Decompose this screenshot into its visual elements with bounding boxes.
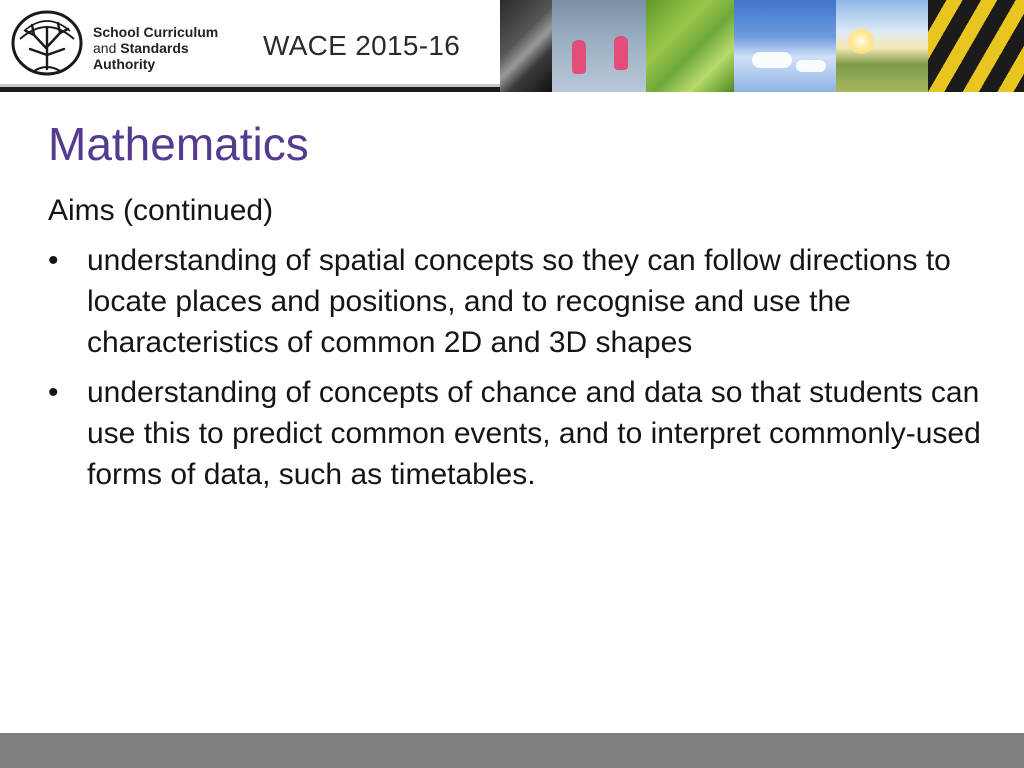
org-name-line-1: School Curriculum [93, 24, 219, 40]
cloud [796, 60, 826, 72]
bullet-dot: • [48, 244, 59, 277]
pink-shoe-left [572, 40, 586, 74]
banner-photo-vinyl [500, 0, 552, 92]
banner-photo-road-stripes [928, 0, 1024, 92]
organisation-name [93, 24, 218, 72]
bullet-dot: • [48, 376, 59, 409]
cloud [752, 52, 792, 68]
banner-photo-sky [734, 0, 836, 92]
pink-shoe-right [614, 36, 628, 70]
banner-photo-shoes [552, 0, 646, 92]
slide-subheading: Aims (continued) [48, 194, 274, 227]
org-name-and: and [93, 40, 117, 56]
slide-title: Mathematics [48, 118, 309, 170]
header-banner [0, 0, 1024, 92]
bullet-text: understanding of spatial concepts so they can follow directions to locate places and positions, and to recognise and use the characteristics of common 2D and 3D shapes [87, 244, 951, 359]
slide-body [48, 190, 1008, 504]
list-item [48, 240, 1008, 363]
logo-panel [0, 0, 500, 87]
org-name-line-3: Authority [93, 56, 156, 72]
org-name-line-2 [93, 40, 218, 56]
program-label: WACE 2015-16 [263, 30, 461, 61]
bullet-list [48, 240, 1008, 495]
footer-bar [0, 733, 1024, 768]
sun [848, 28, 874, 54]
banner-photo-leaf [646, 0, 734, 92]
org-name-standards: Standards [120, 40, 189, 56]
bullet-text: understanding of concepts of chance and data so that students can use this to predict common events, and to interpret commonly-used forms of data, such as timetables. [87, 376, 981, 491]
tree-in-circle-icon [10, 9, 84, 77]
list-item [48, 372, 1008, 495]
